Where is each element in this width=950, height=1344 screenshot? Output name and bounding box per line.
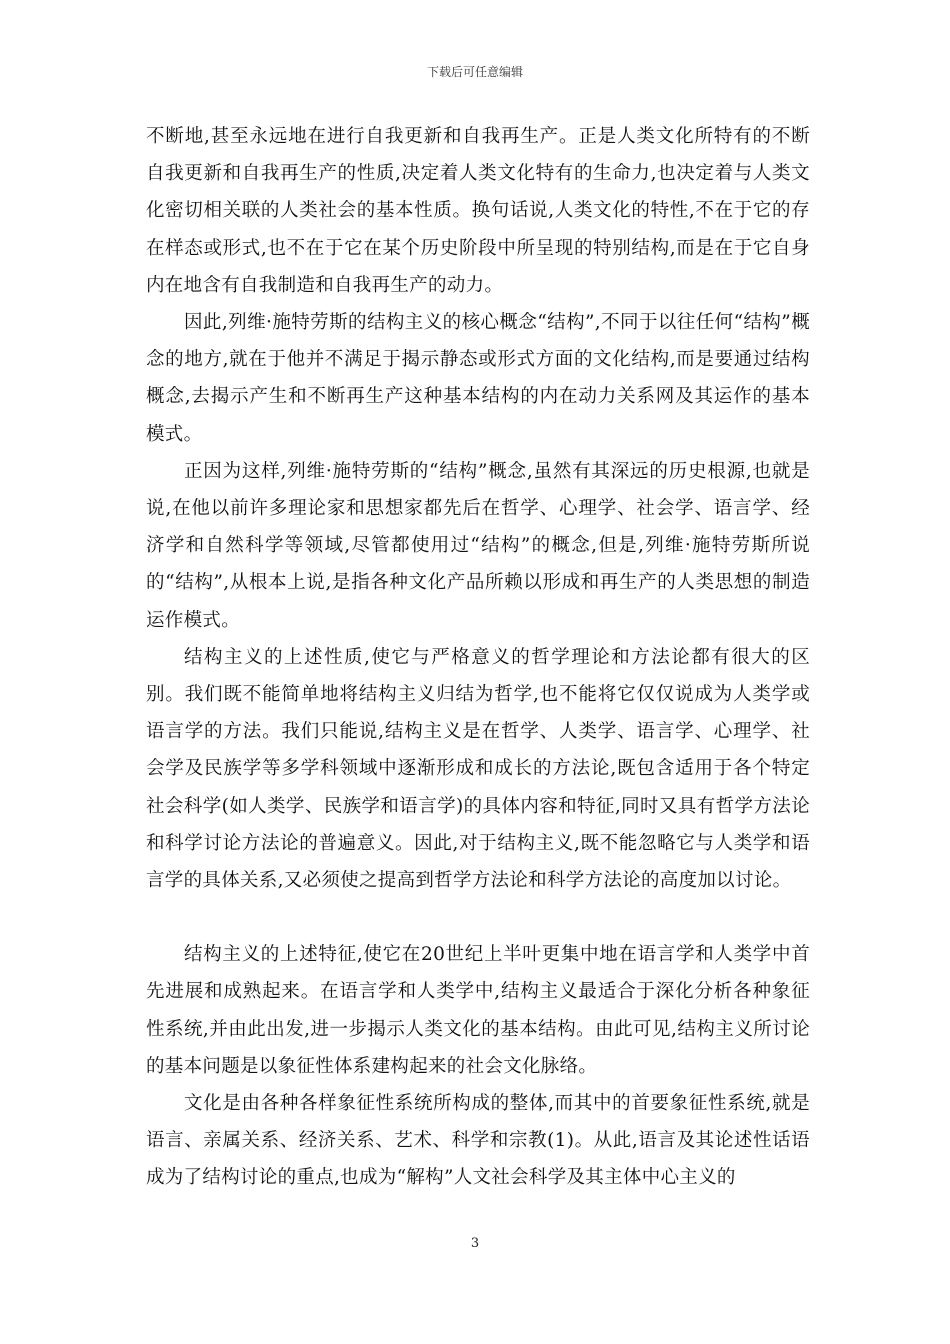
page-header: 下载后可任意编辑 [426, 65, 523, 79]
document-body [146, 118, 810, 1197]
paragraph-2: 因此,列维·施特劳斯的结构主义的核心概念“结构”,不同于以往任何“结构”概念的地方,就在于他并不满足于揭示静态或形式方面的文化结构,而是要通过结构概念,去揭示产生和不断再生产这种基本结构的内在动力关系网及其运作的基本模式。 [146, 312, 810, 445]
paragraph-6: 文化是由各种各样象征性系统所构成的整体,而其中的首要象征性系统,就是语言、亲属关系、经济关系、艺术、科学和宗教(1)。从此,语言及其论述性话语成为了结构讨论的重点,也成为“解构”人文社会科学及其主体中心主义的 [146, 1093, 810, 1189]
paragraph-5: 结构主义的上述特征,使它在20世纪上半叶更集中地在语言学和人类学中首先进展和成熟起来。在语言学和人类学中,结构主义最适合于深化分析各种象征性系统,并由此出发,进一步揭示人类文化的基本结构。由此可见,结构主义所讨论的基本问题是以象征性体系建构起来的社会文化脉络。 [146, 944, 810, 1077]
page-number: 3 [470, 1236, 480, 1251]
paragraph-1: 不断地,甚至永远地在进行自我更新和自我再生产。正是人类文化所特有的不断自我更新和自我再生产的性质,决定着人类文化特有的生命力,也决定着与人类文化密切相关联的人类社会的基本性质。换句话说,人类文化的特性,不在于它的存在样态或形式,也不在于它在某个历史阶段中所呈现的特别结构,而是在于它自身内在地含有自我制造和自我再生产的动力。 [146, 126, 810, 296]
paragraph-3: 正因为这样,列维·施特劳斯的“结构”概念,虽然有其深远的历史根源,也就是说,在他以前许多理论家和思想家都先后在哲学、心理学、社会学、语言学、经济学和自然科学等领域,尽管都使用过“结构”的概念,但是,列维·施特劳斯所说的“结构”,从根本上说,是指各种文化产品所赖以形成和再生产的人类思想的制造运作模式。 [146, 460, 810, 631]
paragraph-4: 结构主义的上述性质,使它与严格意义的哲学理论和方法论都有很大的区别。我们既不能简单地将结构主义归结为哲学,也不能将它仅仅说成为人类学或语言学的方法。我们只能说,结构主义是在哲学、人类学、语言学、心理学、社会学及民族学等多学科领域中逐渐形成和成长的方法论,既包含适用于各个特定社会科学(如人类学、民族学和语言学)的具体内容和特征,同时又具有哲学方法论和科学讨论方法论的普遍意义。因此,对于结构主义,既不能忽略它与人类学和语言学的具体关系,又必须使之提高到哲学方法论和科学方法论的高度加以讨论。 [146, 646, 810, 892]
